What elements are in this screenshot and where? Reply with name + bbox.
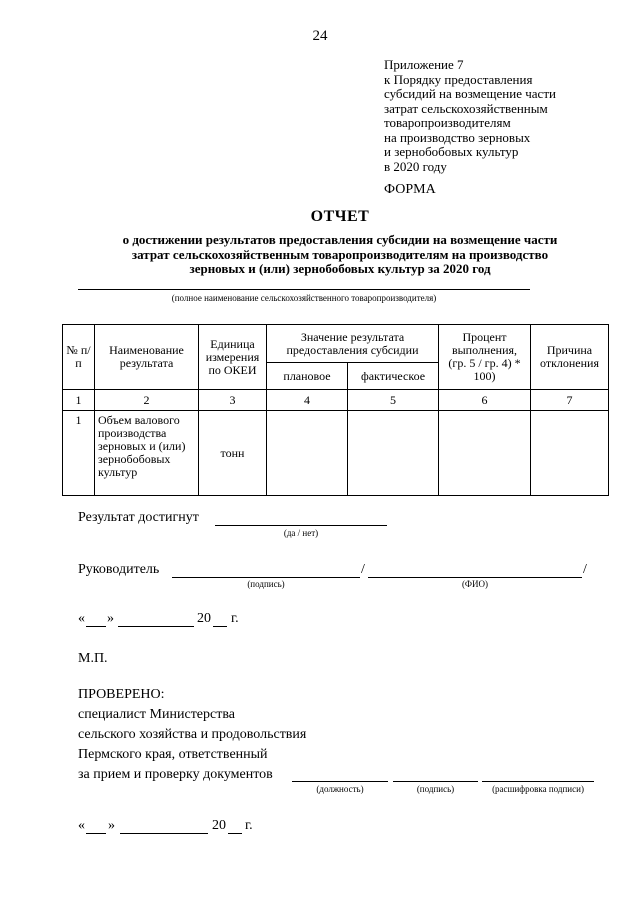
- manager-label: Руководитель: [78, 562, 160, 577]
- form-label: ФОРМА: [384, 182, 436, 197]
- date2-year-prefix: 20: [212, 818, 226, 833]
- manager-signature-field[interactable]: [172, 563, 360, 578]
- column-number: 3: [199, 390, 267, 411]
- date2-month-field[interactable]: [120, 819, 208, 834]
- checked-line: за прием и проверку документов: [78, 767, 273, 782]
- date-year-field[interactable]: [213, 612, 227, 627]
- appendix-line: затрат сельскохозяйственным: [384, 100, 548, 116]
- report-table: [62, 324, 609, 496]
- report-title: ОТЧЕТ: [310, 208, 370, 225]
- appendix-line: в 2020 году: [384, 158, 447, 174]
- date-year-suffix: г.: [231, 611, 239, 626]
- date2-day-field[interactable]: [86, 819, 106, 834]
- table-header-row: [63, 325, 609, 363]
- subtitle-line: о достижении результатов предоставления субсидии на возмещение части: [122, 232, 558, 247]
- producer-name-caption: (полное наименование сельскохозяйственного товаропроизводителя): [171, 293, 437, 303]
- date-open-quote: «: [78, 611, 85, 626]
- checked-line: специалист Министерства: [78, 707, 235, 722]
- date2-year-suffix: г.: [245, 818, 253, 833]
- appendix-line: товаропроизводителям: [384, 115, 511, 130]
- producer-name-field[interactable]: [78, 289, 530, 290]
- header-value-group: Значение результата предоставления субсидии: [267, 325, 439, 363]
- checked-line: сельского хозяйства и продовольствия: [78, 727, 307, 742]
- report-subtitle: [60, 233, 620, 277]
- stamp-label: М.П.: [78, 651, 108, 666]
- row-name: Объем валового производства зерновых и (или) зернобобовых культур: [95, 411, 199, 496]
- header-reason: Причина отклонения: [531, 325, 609, 390]
- row-planned-cell[interactable]: [267, 411, 348, 496]
- table-column-numbers-row: [63, 390, 609, 411]
- appendix-line: на производство зерновых: [384, 129, 531, 145]
- column-number: 7: [531, 390, 609, 411]
- manager-name-caption: (ФИО): [461, 579, 489, 589]
- row-unit: тонн: [199, 411, 267, 496]
- appendix-line: Приложение 7: [384, 57, 464, 72]
- subtitle-line: зерновых и (или) зернобобовых культур за 2020 год: [189, 261, 491, 276]
- checked-decoding-field[interactable]: [482, 767, 594, 782]
- checked-signature-caption: (подпись): [416, 784, 455, 794]
- page-number: 24: [312, 28, 328, 44]
- result-field[interactable]: [215, 511, 387, 526]
- header-planned: плановое: [267, 363, 348, 390]
- header-unit: Единица измерения по ОКЕИ: [199, 325, 267, 390]
- checked-position-field[interactable]: [292, 767, 388, 782]
- date2-open-quote: «: [78, 818, 85, 833]
- manager-name-field[interactable]: [368, 563, 582, 578]
- checked-block: [78, 685, 306, 785]
- date-month-field[interactable]: [118, 612, 194, 627]
- column-number: 6: [439, 390, 531, 411]
- column-number: 2: [95, 390, 199, 411]
- checked-decoding-caption: (расшифровка подписи): [492, 784, 584, 794]
- checked-title: ПРОВЕРЕНО:: [78, 687, 165, 702]
- date2-year-field[interactable]: [228, 819, 242, 834]
- header-num: № п/п: [63, 325, 95, 390]
- manager-separator-end: /: [583, 562, 587, 577]
- appendix-line: и зернобобовых культур: [384, 144, 519, 159]
- column-number: 5: [348, 390, 439, 411]
- date-day-field[interactable]: [86, 612, 106, 627]
- checked-signature-field[interactable]: [393, 767, 478, 782]
- manager-signature-caption: (подпись): [247, 579, 285, 589]
- header-name: Наименование результата: [95, 325, 199, 390]
- date-year-prefix: 20: [197, 611, 211, 626]
- manager-separator: /: [361, 562, 365, 577]
- row-percent-cell[interactable]: [439, 411, 531, 496]
- column-number: 4: [267, 390, 348, 411]
- date-close-quote: »: [107, 611, 114, 626]
- result-caption: (да / нет): [283, 528, 319, 538]
- subtitle-line: затрат сельскохозяйственным товаропроизводителям на производство: [131, 246, 549, 262]
- row-num: 1: [63, 411, 95, 496]
- row-reason-cell[interactable]: [531, 411, 609, 496]
- table-row: [63, 411, 609, 496]
- checked-position-caption: (должность): [316, 784, 364, 794]
- header-actual: фактическое: [348, 363, 439, 390]
- result-label: Результат достигнут: [78, 510, 199, 525]
- appendix-line: субсидий на возмещение части: [384, 86, 556, 101]
- appendix-line: к Порядку предоставления: [384, 71, 533, 87]
- row-actual-cell[interactable]: [348, 411, 439, 496]
- column-number: 1: [63, 390, 95, 411]
- checked-line: Пермского края, ответственный: [78, 747, 268, 762]
- date2-close-quote: »: [108, 818, 115, 833]
- appendix-block: [384, 58, 556, 174]
- header-percent: Процент выполнения, (гр. 5 / гр. 4) * 100): [439, 325, 531, 390]
